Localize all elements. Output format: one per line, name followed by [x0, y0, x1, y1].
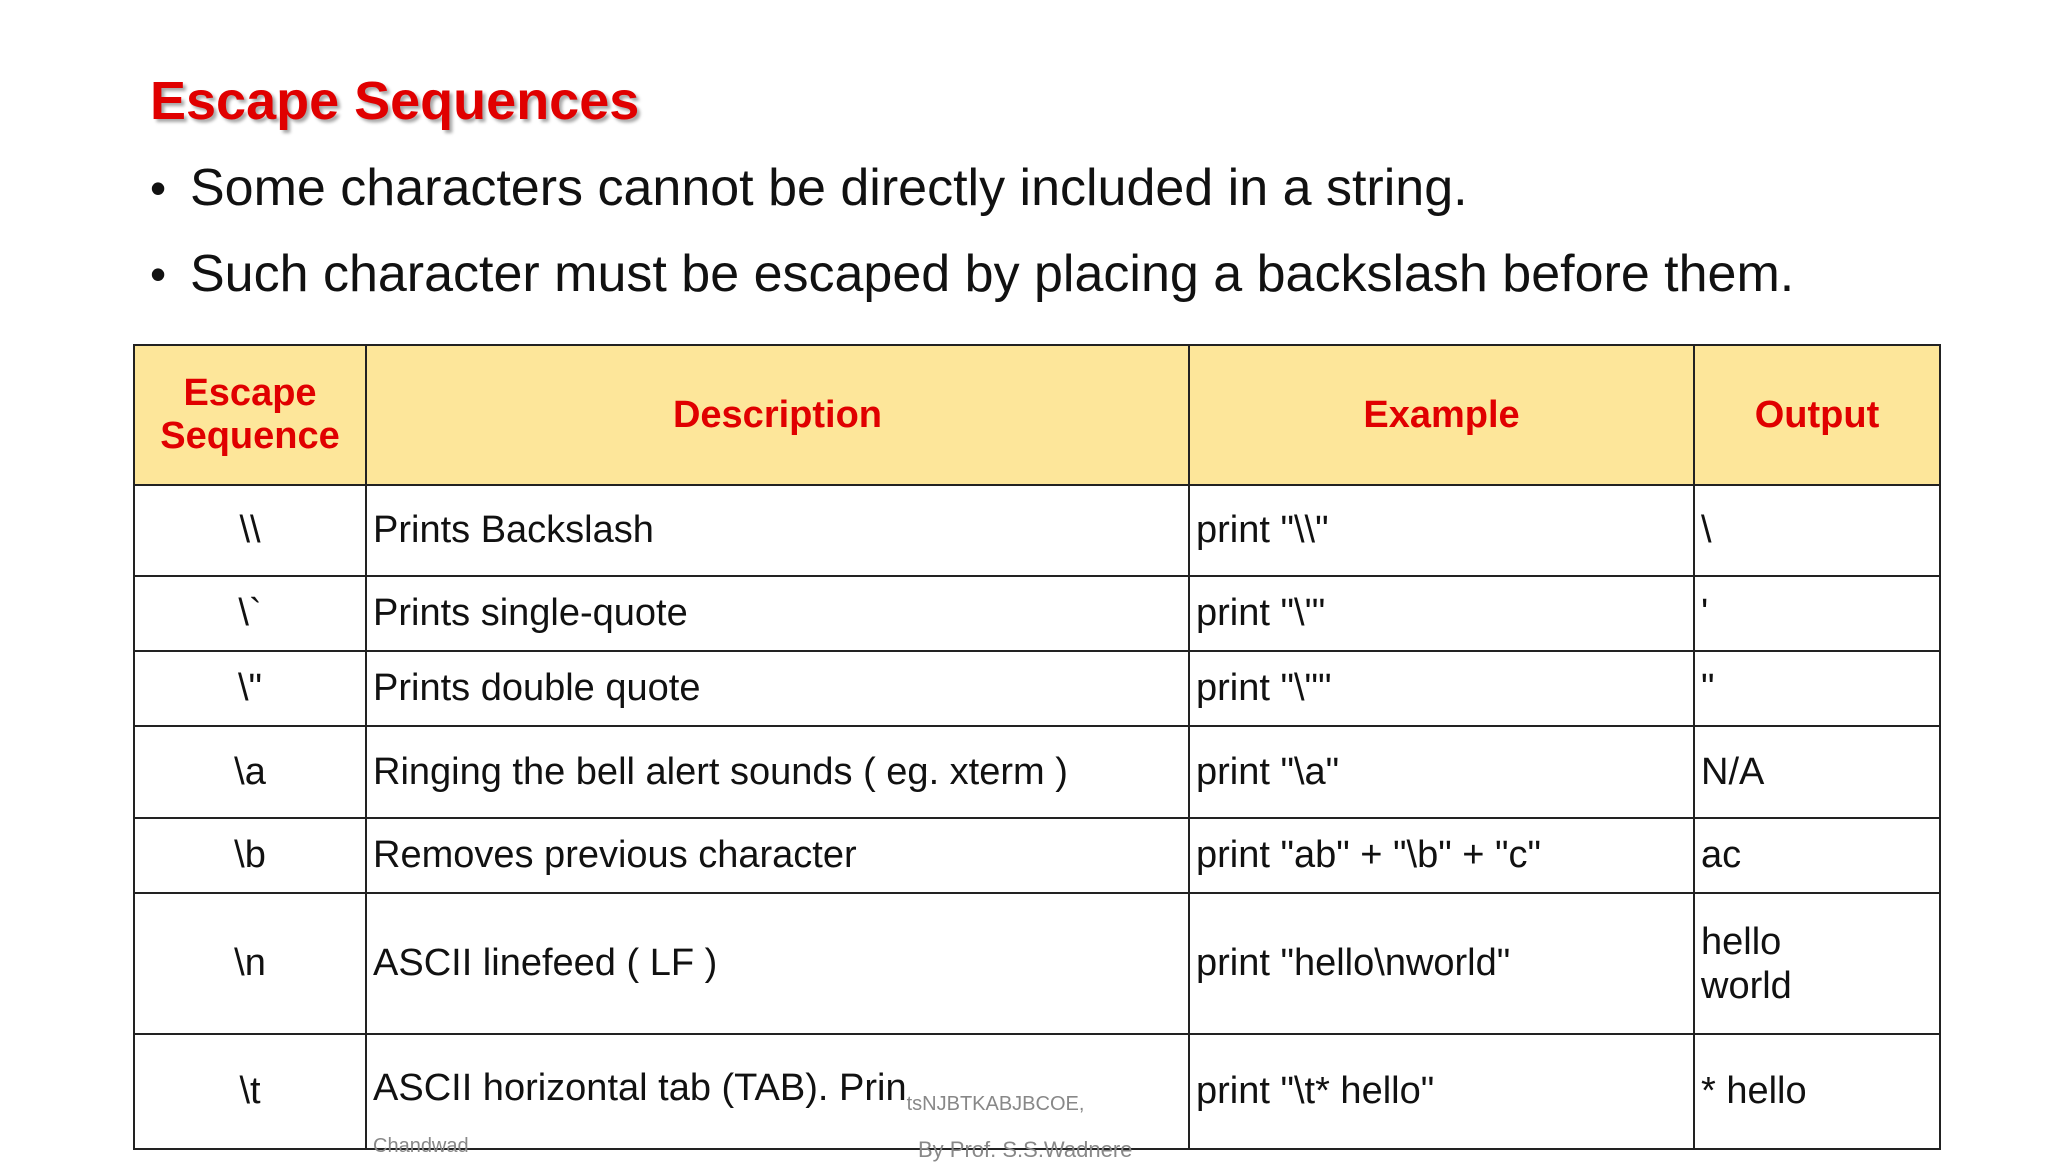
output-cell: " [1694, 651, 1940, 726]
bullet-item [150, 158, 1794, 218]
footer-author: By Prof. S.S.Wadnere [918, 1137, 1133, 1162]
output-line: world [1701, 964, 1792, 1007]
output-cell: \ [1694, 485, 1940, 576]
output-cell: ac [1694, 818, 1940, 893]
example-cell: print "\"" [1189, 651, 1694, 726]
escape-cell: \a [134, 726, 366, 818]
output-cell: N/A [1694, 726, 1940, 818]
table-row [134, 893, 1940, 1034]
output-cell: * hello [1694, 1034, 1940, 1149]
bullet-item [150, 244, 1794, 304]
description-cell: Prints single-quote [366, 576, 1189, 651]
header-escape-sequence: Escape Sequence [134, 345, 366, 485]
description-cell [366, 1034, 1189, 1162]
header-output: Output [1694, 345, 1940, 485]
table-row [134, 651, 1940, 726]
escape-cell: \t [134, 1034, 366, 1149]
header-example: Example [1189, 345, 1694, 485]
description-with-footer [373, 1067, 1182, 1162]
slide-title: Escape Sequences [150, 71, 640, 131]
table-row [134, 576, 1940, 651]
escape-cell: \\ [134, 485, 366, 576]
escape-cell: \b [134, 818, 366, 893]
description-cell: Removes previous character [366, 818, 1189, 893]
overlapping-footer-text: tsNJBTKABJBCOE, [906, 1093, 1085, 1115]
header-description: Description [366, 345, 1189, 485]
description-cell: Prints double quote [366, 651, 1189, 726]
description-cell: Prints Backslash [366, 485, 1189, 576]
output-cell [1694, 893, 1940, 1034]
output-line: hello [1701, 920, 1782, 963]
bullet-text: Some characters cannot be directly included in a string. [190, 159, 1468, 217]
bullet-text: Such character must be escaped by placing a backslash before them. [190, 245, 1795, 303]
example-cell: print "\\" [1189, 485, 1694, 576]
table-row [134, 726, 1940, 818]
escape-cell: \" [134, 651, 366, 726]
description-cell: ASCII linefeed ( LF ) [366, 893, 1189, 1034]
table-header-row [134, 345, 1940, 485]
table-row [134, 1034, 1940, 1149]
escape-cell: \n [134, 893, 366, 1034]
example-cell: print "\t* hello" [1189, 1034, 1694, 1149]
bullet-list [150, 158, 1794, 330]
example-cell: print "ab" + "\b" + "c" [1189, 818, 1694, 893]
example-cell: print "\a" [1189, 726, 1694, 818]
table-row [134, 818, 1940, 893]
table-row [134, 485, 1940, 576]
description-text: ASCII horizontal tab (TAB). Prin [373, 1067, 907, 1109]
bullet-dot-icon: • [150, 248, 167, 300]
description-cell: Ringing the bell alert sounds ( eg. xterm ) [366, 726, 1189, 818]
footer-institution: Chandwad [373, 1135, 469, 1157]
bullet-dot-icon: • [150, 162, 167, 214]
example-cell: print "hello\nworld" [1189, 893, 1694, 1034]
escape-cell: \` [134, 576, 366, 651]
example-cell: print "\'" [1189, 576, 1694, 651]
escape-sequence-table [133, 344, 1941, 1162]
output-cell: ' [1694, 576, 1940, 651]
